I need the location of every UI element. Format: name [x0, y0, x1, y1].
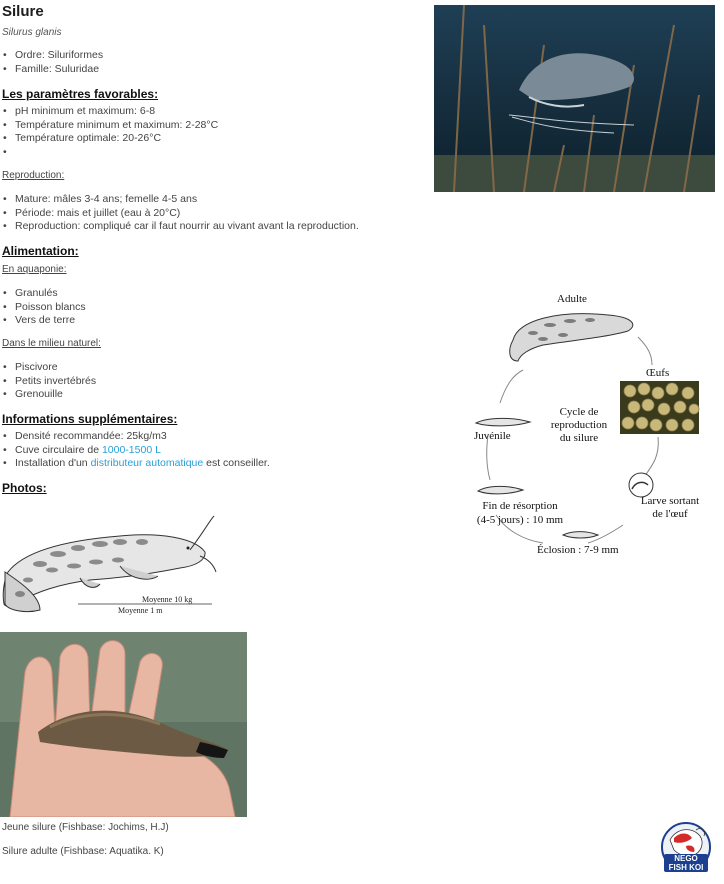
list-item: • Vers de terre: [0, 314, 86, 328]
stage-oeufs: Œufs: [646, 367, 670, 379]
list-item: • Température minimum et maximum: 2-28°C: [0, 119, 218, 133]
cycle-diagram: [448, 285, 714, 575]
tank-prefix: Cuve circulaire de: [15, 443, 102, 456]
list-item: • Température optimale: 20-26°C: [0, 132, 218, 146]
nego-fish-koi-logo: [656, 820, 716, 878]
list-item: • Période: mais et juillet (eau à 20°C): [0, 207, 359, 221]
tank-value: 1000-1500: [101, 443, 153, 456]
params-list: [0, 105, 218, 159]
logo-line: FISH KOI: [668, 863, 704, 872]
aquaponie-label: En aquaponie:: [2, 264, 67, 275]
info-heading: Informations supplémentaires:: [2, 412, 178, 426]
stage-resorption: [460, 499, 580, 527]
list-item: • Piscivore: [0, 361, 96, 375]
stage-resorption-line: Fin de résorption: [482, 500, 558, 512]
latin-name: Silurus glanis: [2, 27, 62, 38]
reproduction-heading: Reproduction:: [2, 170, 65, 181]
aquarium-photo: [434, 5, 715, 192]
stage-adulte: Adulte: [557, 293, 587, 305]
cycle-title: [534, 406, 624, 445]
alimentation-heading: Alimentation:: [2, 244, 79, 258]
stage-larve-line: Larve sortant: [640, 495, 700, 507]
drawing-weight: Moyenne 10 kg: [142, 595, 193, 604]
cycle-title-line: Cycle de: [559, 406, 599, 418]
tank-unit: L: [152, 443, 161, 456]
list-item: • Famille: Suluridae: [0, 63, 103, 77]
list-item: • Petits invertébrés: [0, 375, 96, 389]
stage-juvenile: Juvénile: [474, 430, 511, 442]
list-item: • Reproduction: compliqué car il faut nourrir au vivant avant la reproduction.: [0, 220, 359, 234]
distributeur-link[interactable]: distributeur automatique: [90, 457, 204, 469]
naturel-list: [0, 361, 96, 402]
list-item: [0, 457, 270, 471]
install-prefix: Installation d'un: [15, 457, 91, 469]
list-item: • Ordre: Siluriformes: [0, 49, 103, 63]
naturel-label: Dans le milieu naturel:: [2, 338, 101, 349]
caption-young: Jeune silure (Fishbase: Jochims, H.J): [2, 822, 169, 833]
list-item: • Poisson blancs: [0, 301, 86, 315]
page-title: Silure: [2, 3, 44, 20]
list-item: • Densité recommandée: 25kg/m3: [0, 430, 270, 444]
list-item-empty: [0, 146, 218, 160]
photos-heading: Photos:: [2, 481, 47, 495]
taxonomy-list: [0, 49, 103, 76]
logo-text: [664, 854, 708, 872]
list-item: • Granulés: [0, 287, 86, 301]
stage-resorption-line: (4-5 jours) : 10 mm: [476, 514, 564, 526]
install-suffix: est conseiller.: [203, 457, 270, 469]
cycle-title-line: reproduction: [550, 419, 608, 431]
aquaponie-list: [0, 287, 86, 328]
list-item: • Mature: mâles 3-4 ans; femelle 4-5 ans: [0, 193, 359, 207]
hand-photo: [0, 632, 247, 817]
caption-adult: Silure adulte (Fishbase: Aquatika. K): [2, 846, 164, 857]
reproduction-list: [0, 193, 359, 234]
drawing-length: Moyenne 1 m: [118, 606, 163, 615]
list-item: [0, 444, 270, 458]
info-list: [0, 430, 270, 471]
stage-larve: [629, 495, 711, 521]
list-item: • Grenouille: [0, 388, 96, 402]
logo-line: NEGO: [674, 854, 698, 863]
list-item: • pH minimum et maximum: 6-8: [0, 105, 218, 119]
stage-larve-line: de l'œuf: [652, 508, 688, 520]
params-heading: Les paramètres favorables:: [2, 87, 159, 101]
stage-eclosion: Éclosion : 7-9 mm: [537, 544, 619, 556]
cycle-title-line: du silure: [559, 432, 599, 444]
